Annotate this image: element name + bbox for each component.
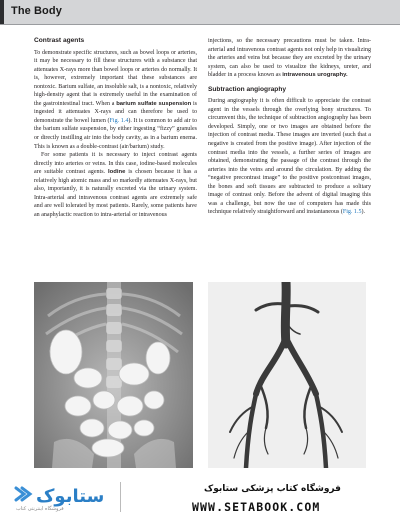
brand-subtitle: فروشگاه اینترنتی کتاب [16,506,64,512]
watermark-footer [0,476,400,518]
setabook-logo-icon [10,480,114,518]
left-column [34,37,197,219]
chapter-title: The Body [11,5,62,17]
figure-link-1-5[interactable]: Fig. 1.5 [342,209,362,216]
header-accent-bar [0,0,4,24]
right-column [208,37,371,217]
section-heading-subtraction-angiography: Subtraction angiography [208,85,287,93]
svg-text:ستابوک: ستابوک [36,486,105,507]
paragraph-barium: To demonstrate specific structures, such as bowel loops or arteries, it may be necessary to fill these structures with a substance that attenuates X-rays more than bowel loops or arteries do normally. It is, however, extremely important that these substances are nontoxic. Barium sulfate, an insoluble salt, is a nontoxic, relatively high-density agent that is extremely useful in the examination of the gastrointestinal tract. When a barium sulfate suspension is ingested it attenuates X-rays and can therefore be used to demonstrate the bowel lumen (Fig. 1.4). It is common to add air to the barium sulfate suspension, by either ingesting “fizzy” granules or directly instilling air into the body cavity, as in a barium enema. This is known as a double-contrast (air/barium) study. [34,49,197,150]
shop-name: فروشگاه کتاب پزشکی ستابوک [204,484,341,494]
paragraph-subtraction: During angiography it is often difficult to appreciate the contrast agent in the vessels through the overlying bony structures. To circumvent this, the technique of subtraction angiography has been developed. Simply, one or two images are obtained before the injection of contrast media. These images are inverted (such that a negative is created from the positive image). After injection of the contrast media into the vessels, a further series of images are obtained, demonstrating the passage of the contrast through the arteries into the veins and around the circulation. By adding the “negative precontrast image” to the positive postcontrast images, the bones and soft tissues are subtracted to produce a solitary image of contrast only. Before the advent of digital imaging this was a challenge, but now the use of computers has made this technique relatively straightforward and instantaneous (Fig. 1.5). [208,98,371,216]
footer-divider [120,482,121,512]
angiogram-image [208,282,366,468]
section-heading-contrast-agents: Contrast agents [34,37,85,44]
header-rule [0,24,400,25]
shop-url[interactable]: WWW.SETABOOK.COM [192,500,321,514]
paragraph-continued: injections, so the necessary precautions must be taken. Intra-arterial and intravenous contrast agents not only help in visualizing the arteries and veins but because they are excreted by the urinary system, can also be used to visualize the kidneys, ureter, and bladder in a process known as intravenous urography. [208,38,371,79]
paragraph-iodine: For some patients it is necessary to inject contrast agents directly into arteries or veins. In this case, iodine-based molecules are suitable contrast agents. Iodine is chosen because it has a relatively high atomic mass and so markedly attenuates X-rays, but also, importantly, it is naturally excreted via the urinary system. Intra-arterial and intravenous contrast agents are extremely safe and are well tolerated by most patients. Rarely, some patients have an anaphylactic reaction to intra-arterial or intravenous [34,152,197,218]
page-header [0,0,400,24]
barium-radiograph-image [34,282,193,468]
figure-link-1-4[interactable]: Fig. 1.4 [109,117,129,124]
figure-barium-radiograph [34,282,193,468]
figure-subtraction-angiogram [208,282,366,468]
